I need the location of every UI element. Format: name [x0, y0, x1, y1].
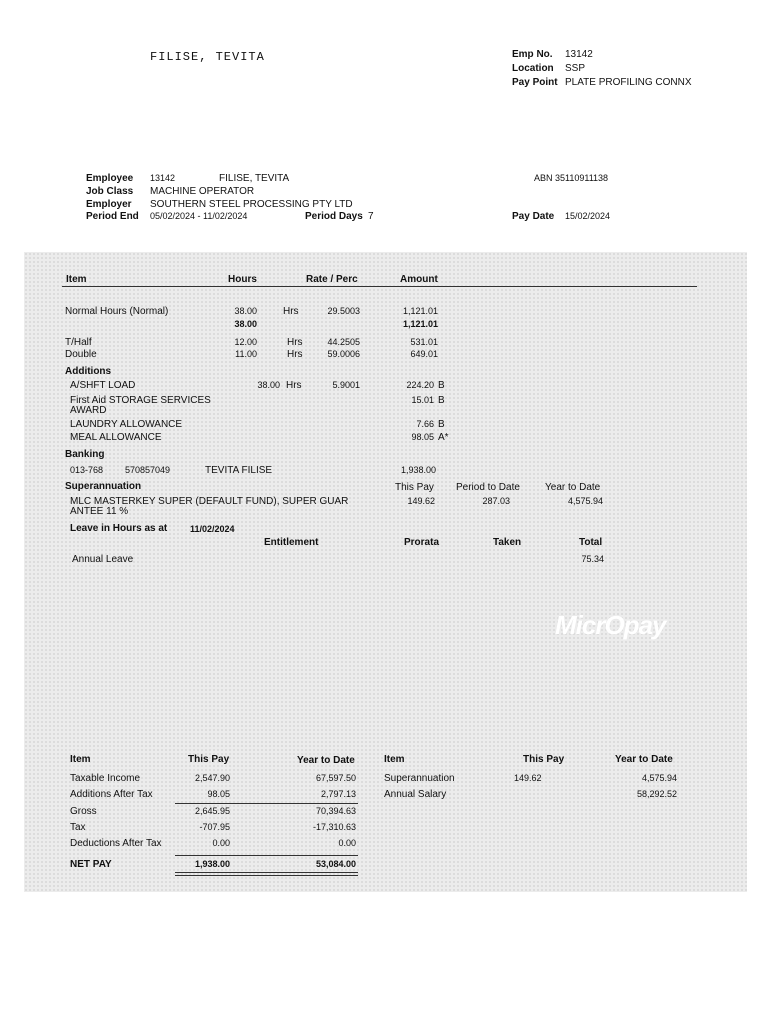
summary-item-header: Item: [70, 754, 91, 765]
summary-right-row-label: Annual Salary: [384, 789, 447, 800]
bank-account-name: TEVITA FILISE: [205, 465, 273, 476]
summary-row-label: Tax: [70, 822, 86, 833]
summary-row-label: Deductions After Tax: [70, 838, 162, 849]
job-class-value: MACHINE OPERATOR: [150, 186, 255, 197]
summary-row-this-pay: 0.00: [212, 838, 230, 848]
col-header-amount: Amount: [400, 274, 438, 285]
double-rate: 59.0006: [327, 349, 360, 359]
net-pay-double-rule-1: [175, 872, 358, 873]
summary-row-ytd: 2,797.13: [320, 789, 356, 799]
location-value: SSP: [565, 63, 586, 74]
bank-account: 570857049: [125, 465, 171, 475]
leave-taken-label: Taken: [493, 537, 522, 548]
summary-row-label: Additions After Tax: [70, 789, 153, 800]
summary-row-ytd: 0.00: [338, 838, 356, 848]
first-aid-item-line2: AWARD: [70, 405, 107, 416]
bank-bsb: 013-768: [70, 465, 104, 475]
col-header-item: Item: [66, 274, 87, 285]
header-rule: [62, 286, 697, 287]
additions-title: Additions: [65, 366, 112, 377]
banking-title: Banking: [65, 449, 105, 460]
employee-label: Employee: [86, 173, 134, 184]
super-fund: MLC MASTERKEY SUPER (DEFAULT FUND), SUPER GUAR: [70, 496, 349, 507]
meal-code: A*: [438, 432, 449, 443]
laundry-code: B: [438, 419, 445, 430]
pay-point-value: PLATE PROFILING CONNX: [565, 77, 692, 88]
summary-row-this-pay: 2,547.90: [194, 773, 230, 783]
summary-right-row-label: Superannuation: [384, 773, 455, 784]
employee-id: 13142: [150, 173, 176, 183]
job-class-label: Job Class: [86, 186, 134, 197]
pay-point-label: Pay Point: [512, 77, 558, 88]
thalf-rate: 44.2505: [327, 337, 360, 347]
period-end-label: Period End: [86, 211, 139, 222]
first-aid-amount: 15.01: [411, 395, 434, 405]
thalf-unit: Hrs: [287, 337, 303, 348]
shift-unit: Hrs: [286, 380, 302, 391]
net-pay-ytd: 53,084.00: [315, 859, 356, 869]
leave-title: Leave in Hours as at: [70, 523, 168, 534]
thalf-amount: 531.01: [410, 337, 438, 347]
thalf-item: T/Half: [65, 337, 92, 348]
summary-ytd-header: Year to Date: [297, 755, 355, 766]
summary-this-pay-header: This Pay: [188, 754, 230, 765]
super-ytd-label: Year to Date: [545, 482, 601, 493]
annual-leave-label: Annual Leave: [72, 554, 134, 565]
meal-item: MEAL ALLOWANCE: [70, 432, 162, 443]
summary-row-ytd: 67,597.50: [315, 773, 356, 783]
super-title: Superannuation: [65, 481, 142, 492]
net-pay-top-rule: [175, 855, 358, 856]
super-ptd-label: Period to Date: [456, 482, 520, 493]
col-header-hours: Hours: [228, 274, 257, 285]
summary-right-item-header: Item: [384, 754, 405, 765]
summary-right-row-ytd: 4,575.94: [641, 773, 677, 783]
leave-total-label: Total: [579, 537, 603, 548]
emp-no-value: 13142: [565, 49, 593, 60]
double-unit: Hrs: [287, 349, 303, 360]
pay-date-value: 15/02/2024: [565, 211, 611, 221]
normal-rate: 29.5003: [327, 306, 360, 316]
super-this-pay-label: This Pay: [395, 482, 434, 493]
summary-row-this-pay: 98.05: [207, 789, 230, 799]
bank-amount: 1,938.00: [400, 465, 436, 475]
shift-rate: 5.9001: [332, 380, 360, 390]
shift-item: A/SHFT LOAD: [70, 380, 136, 391]
location-label: Location: [512, 63, 554, 74]
summary-right-ytd-header: Year to Date: [615, 754, 673, 765]
super-ptd: 287.03: [482, 496, 510, 506]
leave-entitlement-label: Entitlement: [264, 537, 319, 548]
period-days-label: Period Days: [305, 211, 363, 222]
normal-hours: 38.00: [234, 306, 257, 316]
summary-row-this-pay: -707.95: [199, 822, 230, 832]
summary-row-ytd: 70,394.63: [315, 806, 356, 816]
net-pay-this-pay: 1,938.00: [194, 859, 230, 869]
double-amount: 649.01: [410, 349, 438, 359]
emp-no-label: Emp No.: [512, 49, 553, 60]
gross-rule: [175, 803, 358, 804]
double-hours: 11.00: [235, 349, 257, 359]
normal-subtotal-hours: 38.00: [234, 319, 257, 329]
first-aid-item: First Aid STORAGE SERVICES: [70, 395, 211, 406]
summary-right-this-pay-header: This Pay: [523, 754, 565, 765]
employer-label: Employer: [86, 199, 132, 210]
summary-row-label: Taxable Income: [70, 773, 141, 784]
normal-item: Normal Hours (Normal): [65, 306, 169, 317]
period-days-value: 7: [368, 211, 374, 222]
normal-amount: 1,121.01: [402, 306, 438, 316]
employee-name: FILISE, TEVITA: [219, 173, 290, 184]
net-pay-label: NET PAY: [70, 859, 112, 870]
period-end-value: 05/02/2024 - 11/02/2024: [150, 211, 248, 221]
thalf-hours: 12.00: [234, 337, 257, 347]
pay-date-label: Pay Date: [512, 211, 555, 222]
super-this-pay: 149.62: [407, 496, 435, 506]
summary-row-label: Gross: [70, 806, 97, 817]
summary-right-row-ytd: 58,292.52: [636, 789, 677, 799]
shift-code: B: [438, 380, 445, 391]
meal-amount: 98.05: [411, 432, 434, 442]
shift-amount: 224.20: [406, 380, 434, 390]
first-aid-code: B: [438, 395, 445, 406]
employer-value: SOUTHERN STEEL PROCESSING PTY LTD: [150, 199, 353, 210]
super-fund-line2: ANTEE 11 %: [70, 506, 129, 517]
laundry-item: LAUNDRY ALLOWANCE: [70, 419, 183, 430]
annual-leave-total: 75.34: [581, 554, 604, 564]
micropay-watermark: MicrOpay: [555, 610, 666, 640]
double-item: Double: [65, 349, 97, 360]
normal-unit: Hrs: [283, 306, 299, 317]
col-header-rate: Rate / Perc: [306, 274, 358, 285]
leave-prorata-label: Prorata: [404, 537, 440, 548]
laundry-amount: 7.66: [416, 419, 434, 429]
net-pay-double-rule-2: [175, 875, 358, 876]
abn: ABN 35110911138: [534, 173, 609, 183]
summary-right-row-this-pay: 149.62: [514, 773, 542, 783]
normal-subtotal-amount: 1,121.01: [402, 319, 438, 329]
shift-hours: 38.00: [257, 380, 280, 390]
leave-date: 11/02/2024: [190, 524, 235, 534]
employee-name-heading: FILISE, TEVITA: [150, 50, 265, 64]
summary-row-this-pay: 2,645.95: [194, 806, 230, 816]
super-ytd: 4,575.94: [567, 496, 603, 506]
summary-row-ytd: -17,310.63: [312, 822, 356, 832]
